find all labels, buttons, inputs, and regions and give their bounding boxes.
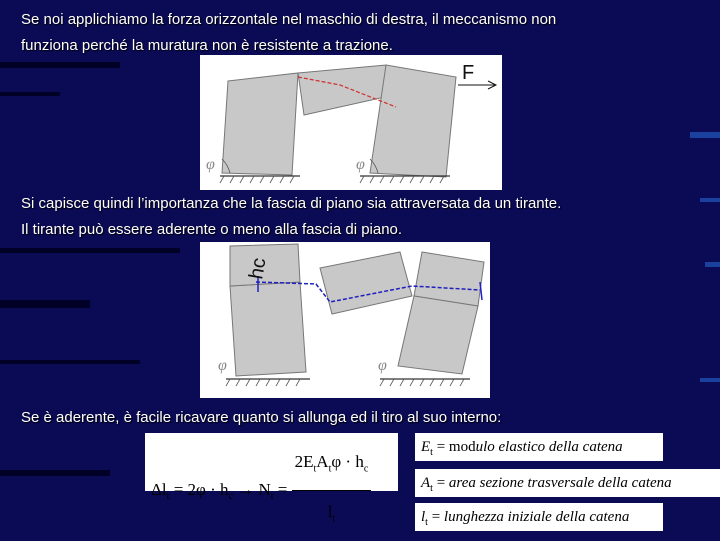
angle-label-right: φ bbox=[356, 156, 365, 173]
definition-E: $E_t$ = modulo elastico della catena bbox=[415, 433, 663, 461]
paragraph-1-line-2: funziona perché la muratura non è resistente a trazione. bbox=[21, 37, 393, 54]
formula-equals: = 2φ · h bbox=[173, 479, 229, 499]
angle-label-right: φ bbox=[378, 357, 387, 374]
angle-label-left: φ bbox=[218, 357, 227, 374]
angle-label-left: φ bbox=[206, 156, 215, 173]
left-pier-block bbox=[230, 282, 306, 376]
right-pier-block bbox=[398, 296, 478, 374]
height-label: hc bbox=[245, 256, 271, 281]
paragraph-2-line-1: Si capisce quindi l’importanza che la fascia di piano sia attraversata da un tirante. bbox=[21, 195, 562, 212]
diagram-tie-rod bbox=[200, 242, 490, 398]
formula-arrow: → bbox=[237, 479, 255, 499]
definition-l: $l_t$ = lunghezza iniziale della catena bbox=[415, 503, 663, 531]
spandrel-block bbox=[320, 252, 412, 314]
diagram-tilting-piers bbox=[200, 55, 502, 190]
paragraph-2-line-2: Il tirante può essere aderente o meno alla fascia di piano. bbox=[21, 221, 403, 238]
formula-lhs: Δl bbox=[151, 479, 167, 499]
formula-sub-c: c bbox=[228, 491, 233, 503]
paragraph-3-line-1: Se è aderente, è facile ricavare quanto si allunga ed il tiro al suo interno: bbox=[21, 409, 502, 426]
left-pier-block bbox=[222, 73, 298, 175]
paragraph-1-line-1: Se noi applichiamo la forza orizzontale nel maschio di destra, il meccanismo non bbox=[21, 11, 557, 28]
elongation-formula: $\Delta l_t = 2\varphi \cdot h_c \to N_t$ = $\frac{2E_tA_t\varphi \cdot h_c}{l_t}$ bbox=[145, 433, 398, 491]
formula-fraction: $\frac{2E_tA_t\varphi \cdot h_c}{l_t}$ bbox=[292, 441, 372, 541]
formula-sub-t: t bbox=[166, 491, 170, 503]
force-label: F bbox=[462, 62, 475, 84]
definition-A: $A_t$ = area sezione trasversale della catena bbox=[415, 469, 720, 497]
formula-N: N bbox=[258, 479, 271, 499]
